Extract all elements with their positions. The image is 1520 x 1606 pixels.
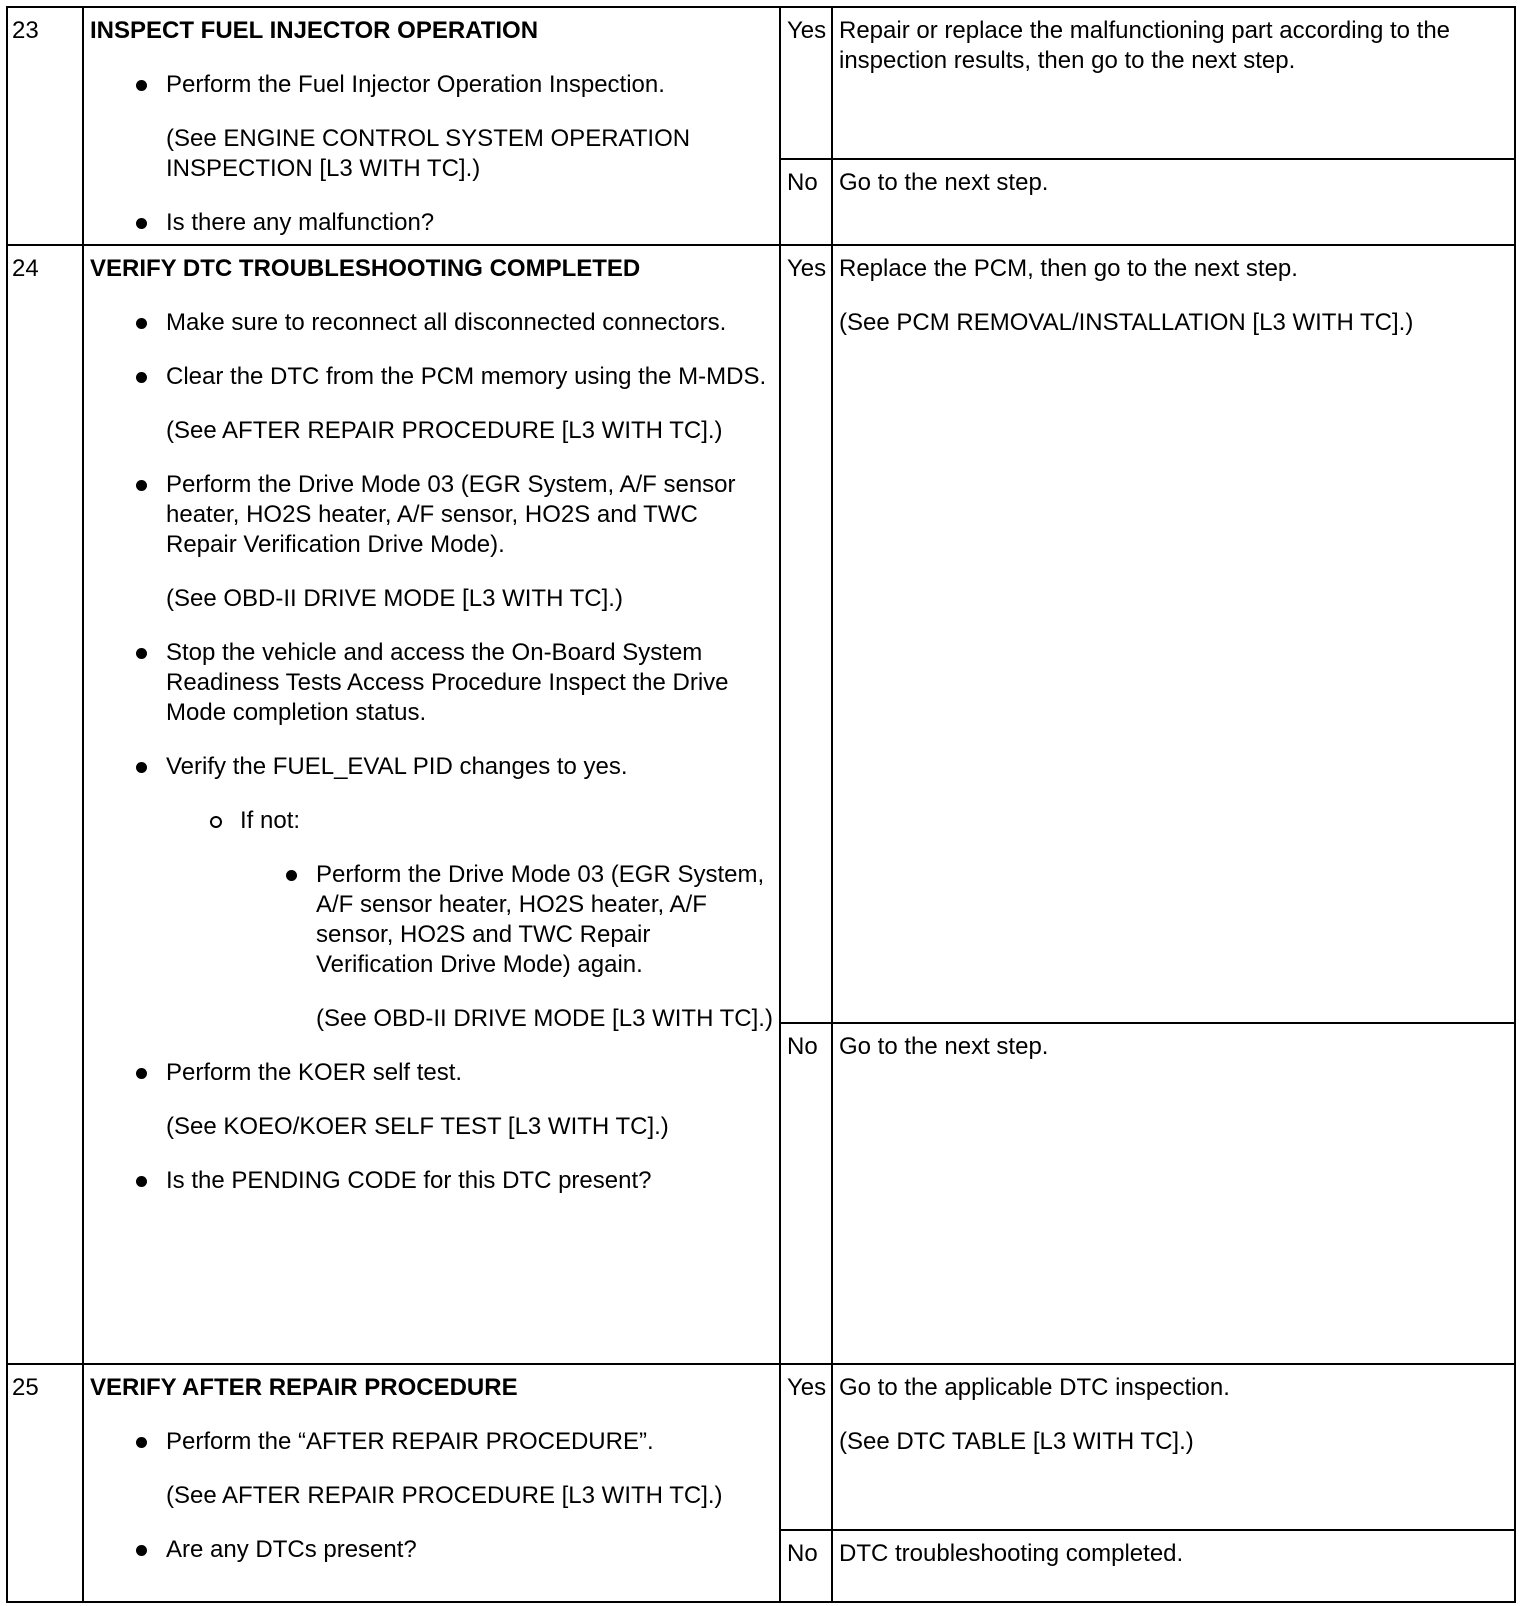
reference-link[interactable]: (See ENGINE CONTROL SYSTEM OPERATION INSPECTION [L3 WITH TC].) <box>166 125 691 182</box>
action-no-cell <box>832 1023 1515 1364</box>
action-text: Replace the PCM, then go to the next step. <box>839 255 1298 282</box>
step-row-24-yes <box>7 245 1515 1023</box>
bullet-item: Clear the DTC from the PCM memory using the M-MDS. <box>90 362 773 392</box>
answer-no-cell <box>780 159 832 245</box>
troubleshooting-table <box>6 6 1516 1603</box>
action-yes-cell <box>832 7 1515 159</box>
action-text: Go to the next step. <box>839 168 1049 196</box>
answer-yes-label: Yes <box>787 17 827 44</box>
answer-yes-cell <box>780 1364 832 1530</box>
bullet-item: Perform the Fuel Injector Operation Inspection. <box>90 70 773 100</box>
bullet-item: Are any DTCs present? <box>90 1535 773 1565</box>
action-text: Go to the next step. <box>839 1033 1049 1060</box>
bullet-item: Make sure to reconnect all disconnected connectors. <box>90 308 773 338</box>
action-yes-cell <box>832 1364 1515 1530</box>
reference-link[interactable]: (See KOEO/KOER SELF TEST [L3 WITH TC].) <box>166 1113 669 1140</box>
answer-no-label: No <box>787 1033 818 1060</box>
bullet-item: Perform the Drive Mode 03 (EGR System, A/F sensor heater, HO2S heater, A/F sensor, HO2S and TWC Repair Verification Drive Mode). <box>90 470 773 560</box>
reference-link[interactable]: (See AFTER REPAIR PROCEDURE [L3 WITH TC].) <box>166 417 723 444</box>
step-number: 23 <box>12 17 39 44</box>
step-row-25-yes <box>7 1364 1515 1530</box>
action-text: Go to the applicable DTC inspection. <box>839 1374 1230 1401</box>
answer-no-cell <box>780 1530 832 1602</box>
step-row-23-yes <box>7 7 1515 159</box>
step-number: 24 <box>12 255 39 282</box>
step-title: VERIFY DTC TROUBLESHOOTING COMPLETED <box>90 255 641 282</box>
nested-bullet-item: Perform the Drive Mode 03 (EGR System, A/F sensor heater, HO2S heater, A/F sensor, HO2S and TWC Repair Verification Drive Mode) again. <box>90 860 773 980</box>
answer-yes-label: Yes <box>787 255 827 282</box>
step-title: INSPECT FUEL INJECTOR OPERATION <box>90 17 539 44</box>
answer-yes-cell <box>780 7 832 159</box>
step-content-cell <box>83 245 780 1364</box>
answer-no-label: No <box>787 168 818 196</box>
answer-no-label: No <box>787 1540 818 1567</box>
step-title: VERIFY AFTER REPAIR PROCEDURE <box>90 1374 518 1401</box>
bullet-item: Verify the FUEL_EVAL PID changes to yes. <box>90 752 773 782</box>
action-no-cell <box>832 159 1515 245</box>
action-text: DTC troubleshooting completed. <box>839 1540 1184 1567</box>
step-number: 25 <box>12 1374 39 1401</box>
bullet-item: Perform the “AFTER REPAIR PROCEDURE”. <box>90 1427 773 1457</box>
step-number-cell <box>7 1364 83 1602</box>
action-yes-cell <box>832 245 1515 1023</box>
answer-no-cell <box>780 1023 832 1364</box>
reference-link[interactable]: (See PCM REMOVAL/INSTALLATION [L3 WITH TC].) <box>839 309 1414 336</box>
bullet-item: Perform the KOER self test. <box>90 1058 773 1088</box>
answer-yes-label: Yes <box>787 1374 827 1401</box>
step-number-cell <box>7 7 83 245</box>
action-no-cell <box>832 1530 1515 1602</box>
action-text: Repair or replace the malfunctioning part according to the inspection results, then go to the next step. <box>839 17 1451 74</box>
step-content-cell <box>83 7 780 245</box>
reference-link[interactable]: (See DTC TABLE [L3 WITH TC].) <box>839 1428 1194 1455</box>
step-content-cell <box>83 1364 780 1602</box>
step-number-cell <box>7 245 83 1364</box>
bullet-item: Is the PENDING CODE for this DTC present? <box>90 1166 773 1196</box>
sub-bullet-item: If not: <box>90 806 773 836</box>
reference-link[interactable]: (See OBD-II DRIVE MODE [L3 WITH TC].) <box>316 1005 773 1032</box>
reference-link[interactable]: (See AFTER REPAIR PROCEDURE [L3 WITH TC].) <box>166 1482 723 1509</box>
reference-link[interactable]: (See OBD-II DRIVE MODE [L3 WITH TC].) <box>166 585 623 612</box>
bullet-item: Is there any malfunction? <box>90 208 773 238</box>
bullet-item: Stop the vehicle and access the On-Board System Readiness Tests Access Procedure Inspect the Drive Mode completion status. <box>90 638 773 728</box>
answer-yes-cell <box>780 245 832 1023</box>
